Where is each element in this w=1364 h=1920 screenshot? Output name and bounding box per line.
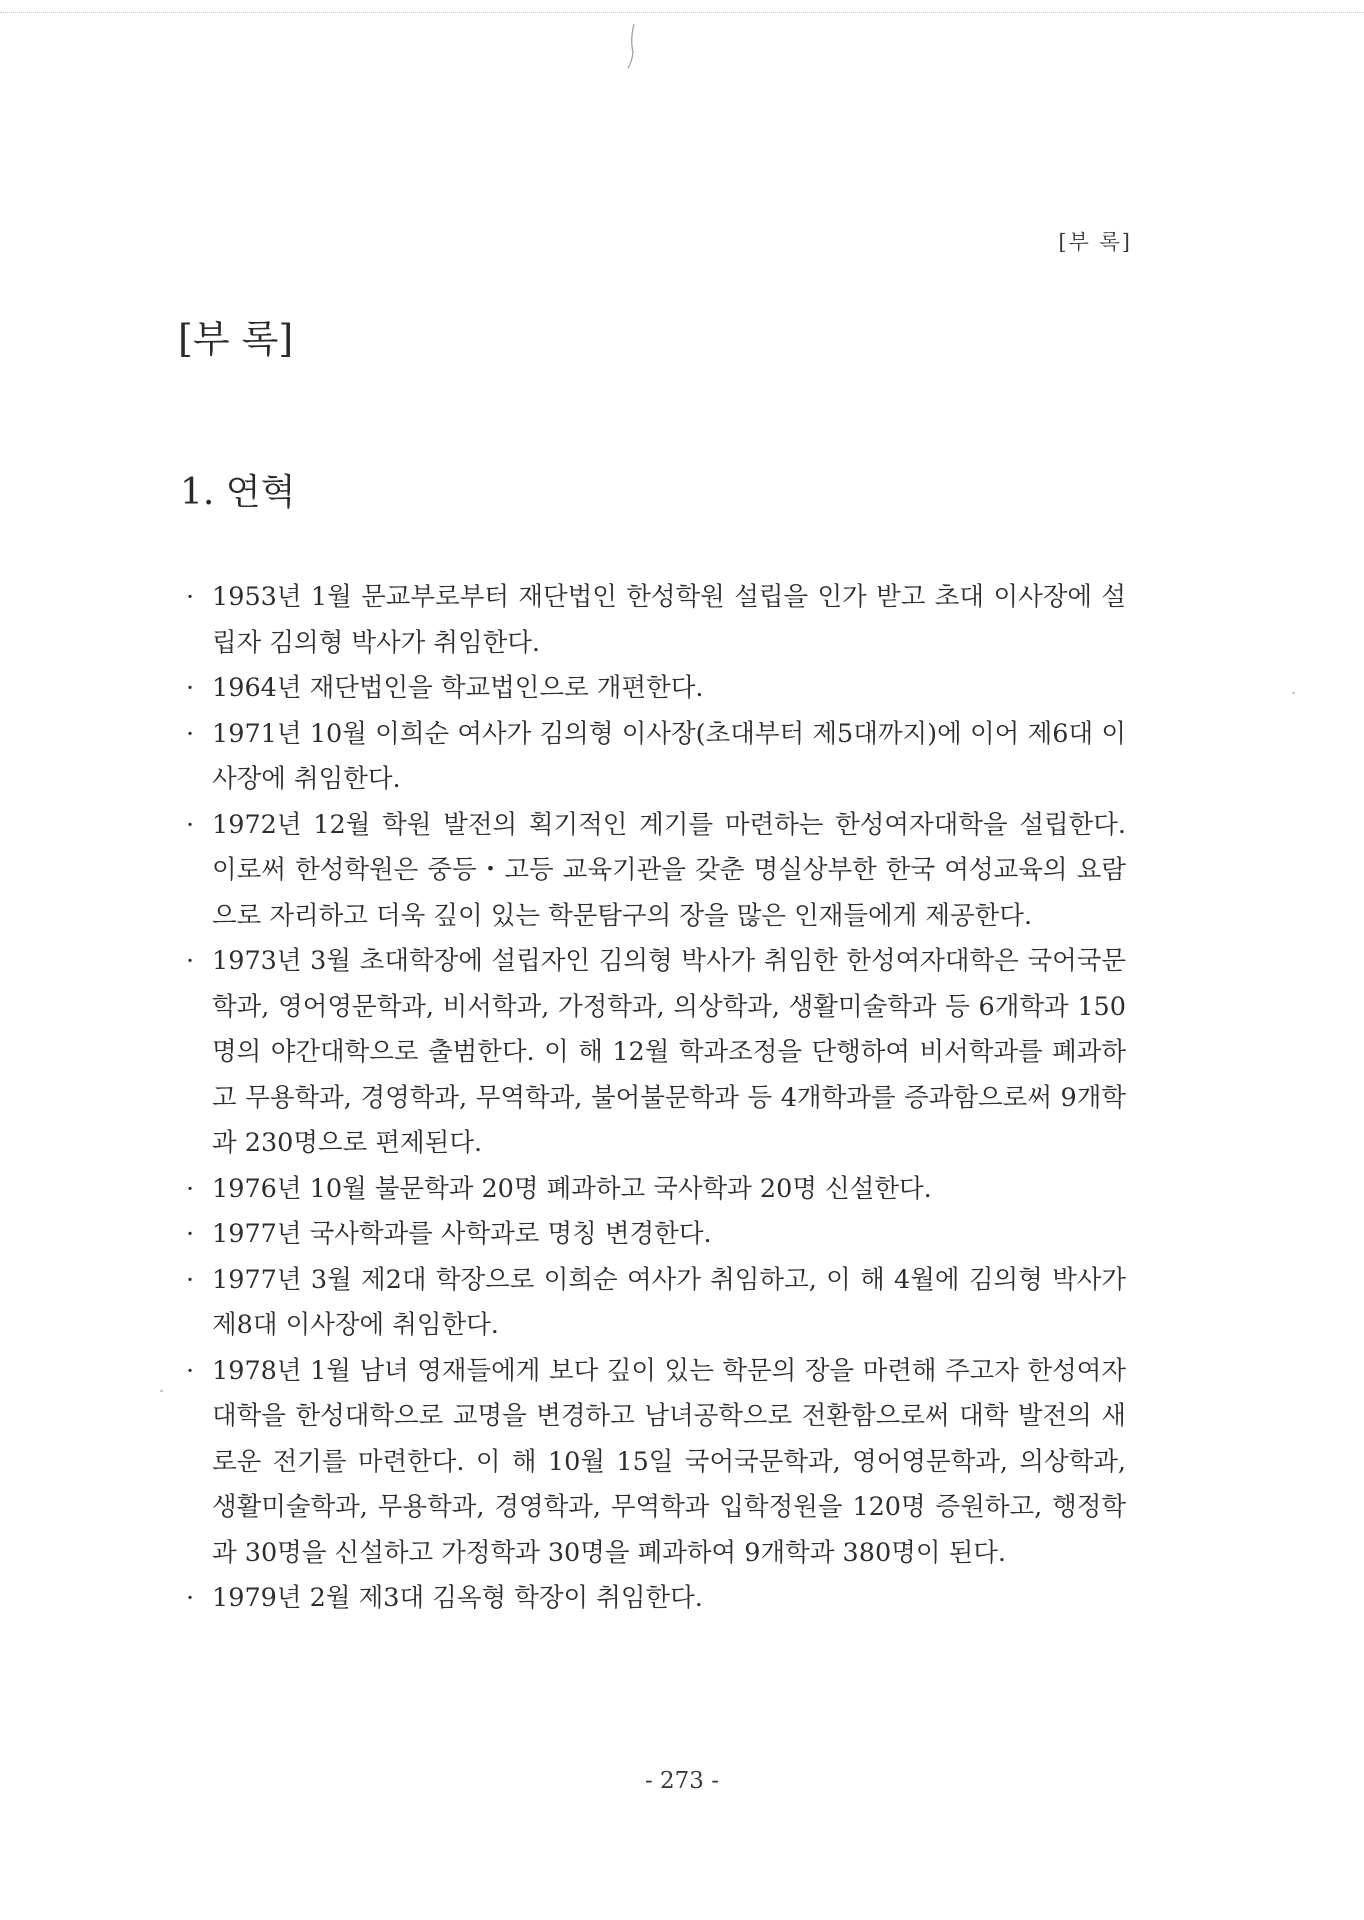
scan-speck — [1292, 692, 1295, 694]
scan-mark — [624, 22, 640, 70]
history-item — [186, 1576, 1126, 1622]
history-item-text: 1977년 국사학과를 사학과로 명칭 변경한다. — [212, 1219, 712, 1249]
history-item — [186, 1212, 1126, 1258]
bullet: · — [186, 1173, 195, 1204]
bullet: · — [186, 1219, 195, 1249]
page-number: - 273 - — [644, 1768, 720, 1794]
history-item — [186, 1258, 1126, 1349]
bullet: · — [186, 809, 195, 840]
bullet: · — [186, 946, 195, 976]
section-title: 1. 연혁 — [180, 472, 296, 513]
history-item — [186, 712, 1126, 803]
bullet: · — [186, 1264, 195, 1295]
scan-speck — [160, 1390, 163, 1392]
history-item-text: 1953년 1월 문교부로부터 재단법인 한성학원 설립을 인가 받고 초대 이사장에 설립자 김의형 박사가 취임한다. — [212, 582, 1126, 658]
scan-top-border — [0, 12, 1364, 13]
bullet: · — [186, 1583, 195, 1613]
history-item — [186, 1167, 1126, 1213]
history-item-text: 1973년 3월 초대학장에 설립자인 김의형 박사가 취임한 한성여자대학은 국어국문학과, 영어영문학과, 비서학과, 가정학과, 의상학과, 생활미술학과 등 6개학과 150명의 야간대학으로 출범한다. 이 해 12월 학과조정을 단행하여 비서학과를 폐과하고 무용학과, 경영학과, 무역학과, 불어불문학과 등 4개학과를 증과함으로써 9개학과 230명으로 편제된다. — [212, 946, 1126, 1158]
history-item-text: 1979년 2월 제3대 김옥형 학장이 취임한다. — [212, 1583, 703, 1613]
history-item — [186, 575, 1126, 666]
history-item-text: 1978년 1월 남녀 영재들에게 보다 깊이 있는 학문의 장을 마련해 주고자 한성여자대학을 한성대학으로 교명을 변경하고 남녀공학으로 전환함으로써 대학 발전의 새로운 전기를 마련한다. 이 해 10월 15일 국어국문학과, 영어영문학과, 의상학과, 생활미술학과, 무용학과, 경영학과, 무역학과 입학정원을 120명 증원하고, 행정학과 30명을 신설하고 가정학과 30명을 폐과하여 9개학과 380명이 된다. — [212, 1355, 1126, 1568]
appendix-title: [부 록] — [178, 317, 294, 361]
running-header: [부 록] — [1058, 230, 1132, 254]
bullet: · — [186, 673, 195, 703]
bullet: · — [186, 718, 195, 749]
history-item — [186, 939, 1126, 1167]
history-item-text: 1977년 3월 제2대 학장으로 이희순 여사가 취임하고, 이 해 4월에 김의형 박사가 제8대 이사장에 취임한다. — [212, 1264, 1126, 1340]
history-item-text: 1964년 재단법인을 학교법인으로 개편한다. — [212, 673, 704, 703]
history-item — [186, 803, 1126, 940]
bullet: · — [186, 1355, 195, 1386]
history-item-text: 1972년 12월 학원 발전의 획기적인 계기를 마련하는 한성여자대학을 설립한다. 이로써 한성학원은 중등・고등 교육기관을 갖춘 명실상부한 한국 여성교육의 요람으로 자리하고 더욱 깊이 있는 학문탐구의 장을 많은 인재들에게 제공한다. — [212, 809, 1126, 931]
bullet: · — [186, 582, 195, 612]
history-item-text: 1976년 10월 불문학과 20명 폐과하고 국사학과 20명 신설한다. — [212, 1173, 932, 1204]
history-item-text: 1971년 10월 이희순 여사가 김의형 이사장(초대부터 제5대까지)에 이어 제6대 이사장에 취임한다. — [212, 718, 1126, 794]
history-item — [186, 1349, 1126, 1577]
history-list — [186, 575, 1126, 1622]
history-item — [186, 666, 1126, 712]
